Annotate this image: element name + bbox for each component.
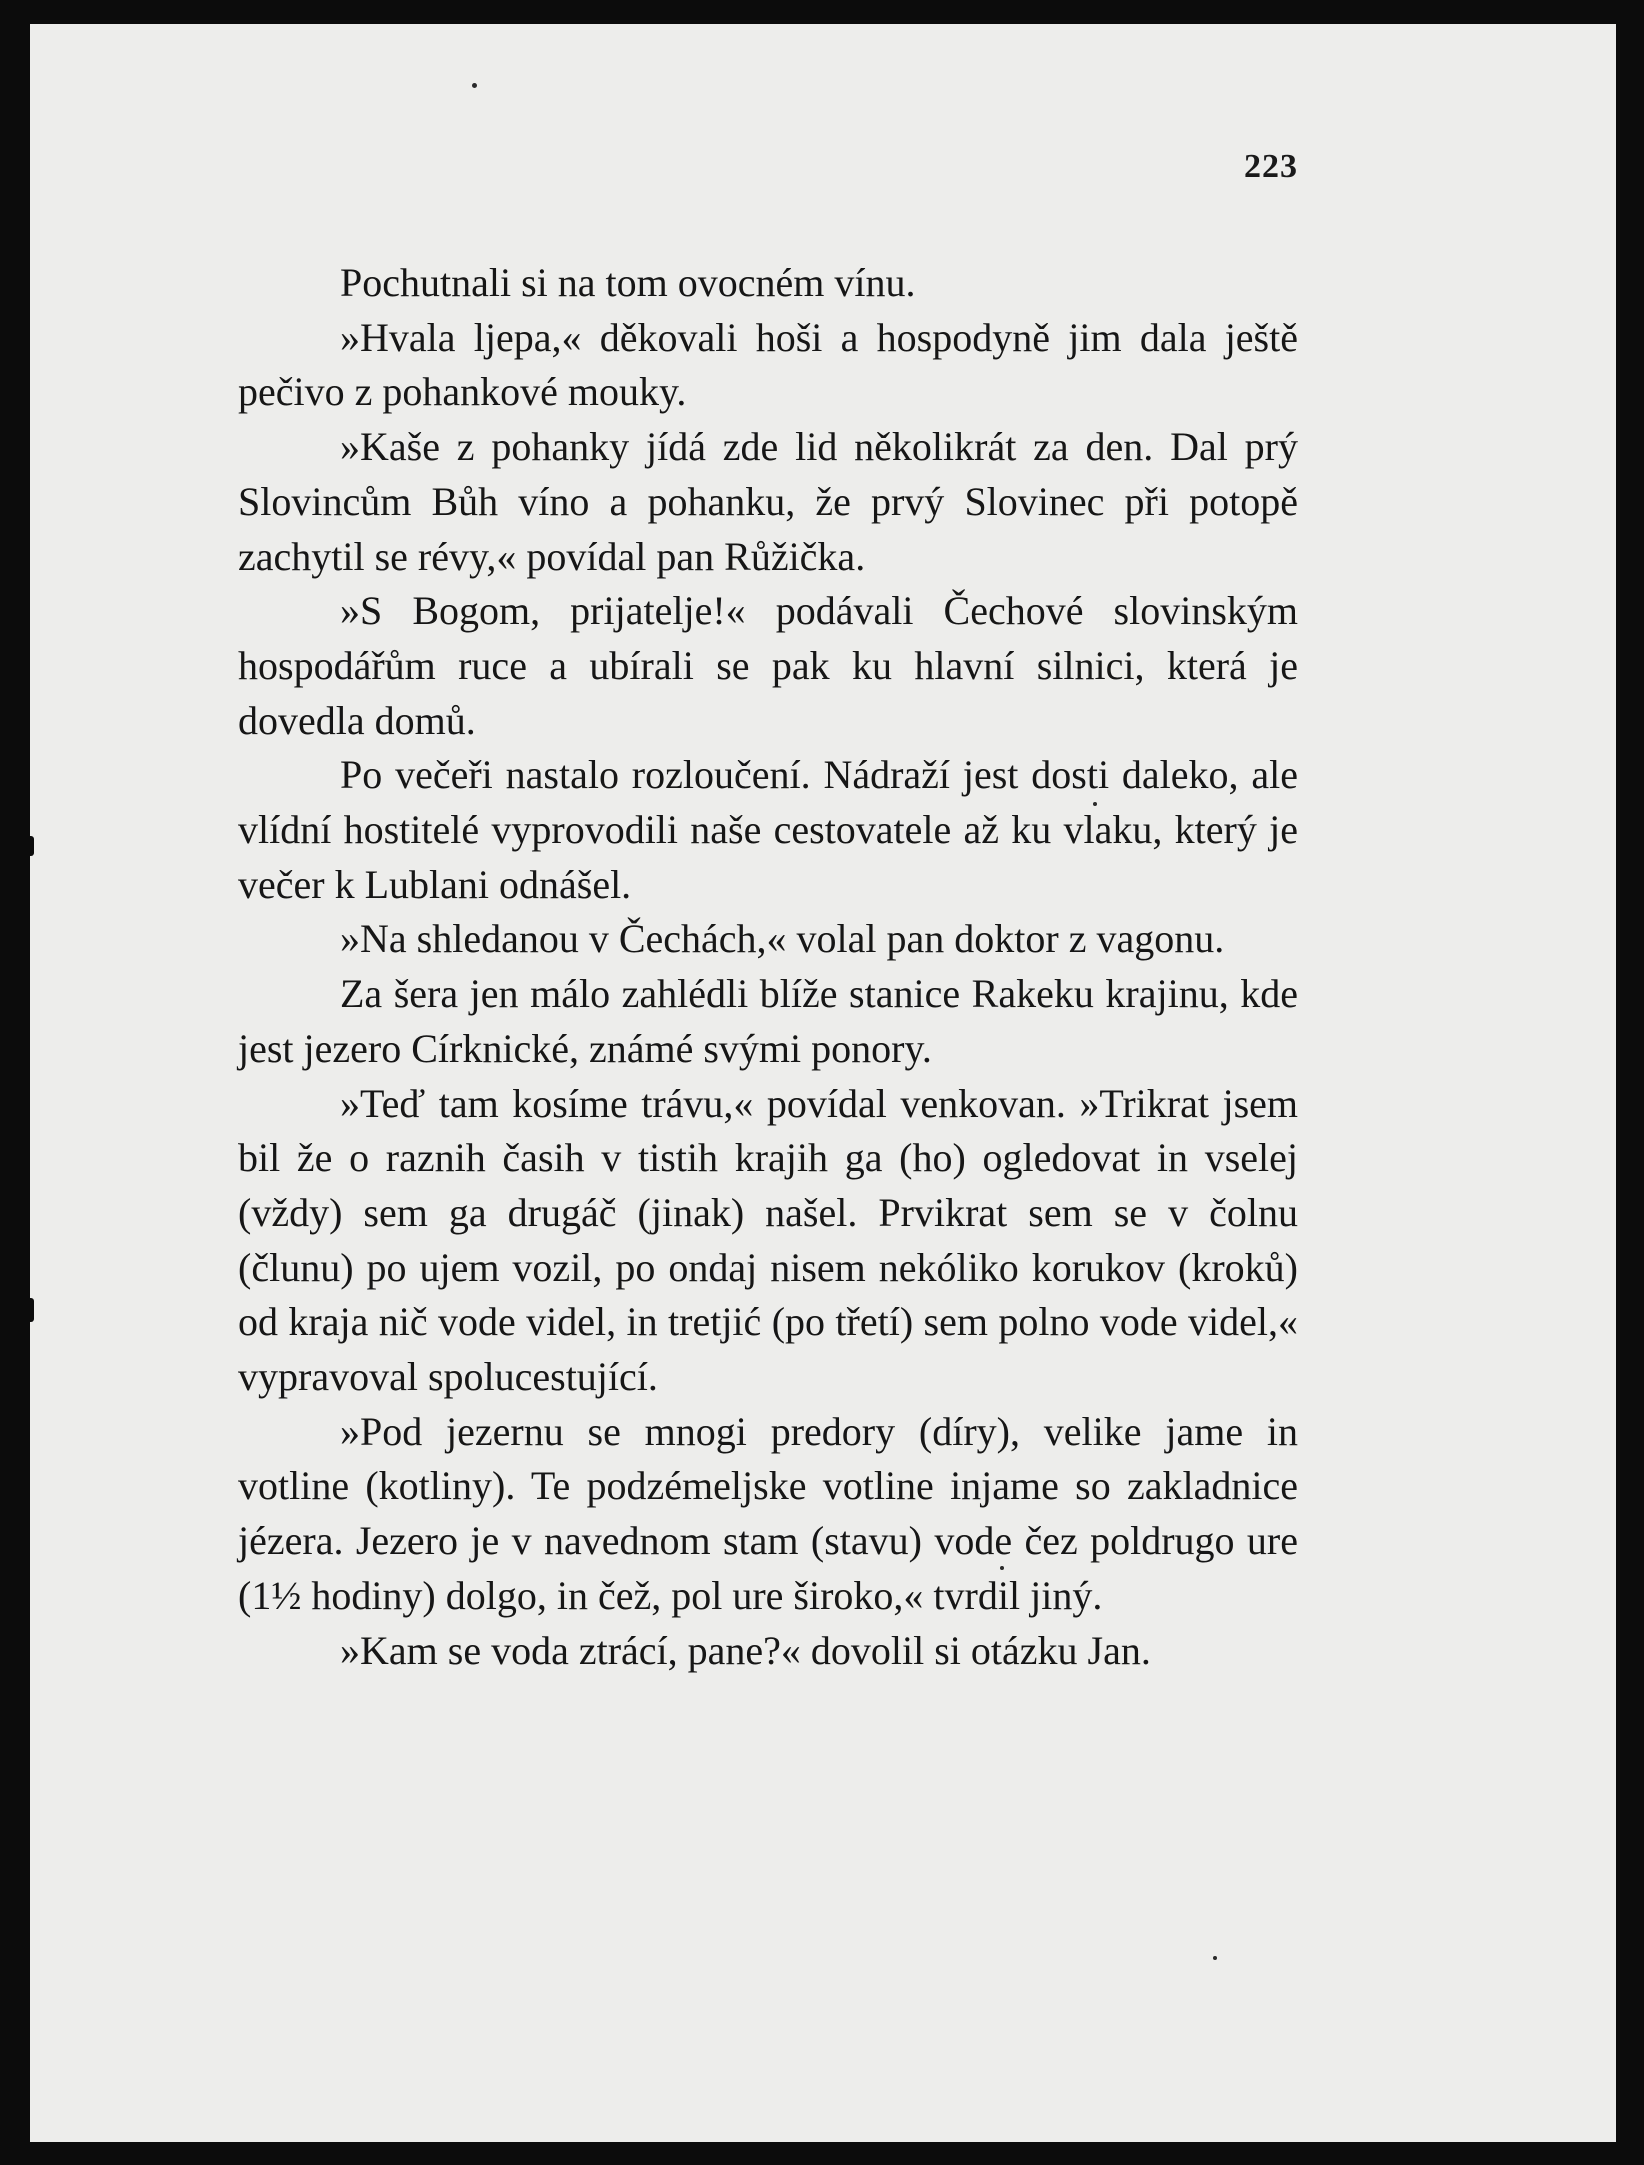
binding-mark	[26, 836, 34, 856]
paragraph: »Kaše z pohanky jídá zde lid několikrát za den. Dal prý Slovincům Bůh víno a pohanku, že prvý Slovinec při potopě zachytil se révy,« povídal pan Růžička.	[238, 424, 1298, 579]
paragraph: Za šera jen málo zahlédli blíže stanice Rakeku krajinu, kde jest jezero Círknické, známé svými ponory.	[238, 971, 1298, 1071]
paragraph: »Kam se voda ztrácí, pane?« dovolil si otázku Jan.	[340, 1627, 1151, 1673]
scan-speck	[1213, 1956, 1217, 1960]
paragraph: »Pod jezernu se mnogi predory (díry), velike jame in votline (kotliny). Te podzémeljske votline injame so zakladnice jézera. Jezero je v navednom stam (stavu) vode čez poldrugo ure (1½ hodiny) dolgo, in čež, pol ure široko,« tvrdil jiný.	[238, 1408, 1298, 1618]
paragraph: »S Bogom, prijatelje!« podávali Čechové slovinským hospodářům ruce a ubírali se pak ku hlavní silnici, která je dovedla domů.	[238, 588, 1298, 743]
paragraph: »Hvala ljepa,« děkovali hoši a hospodyně jim dala ještě pečivo z pohankové mouky.	[238, 314, 1298, 415]
page-number: 223	[1244, 148, 1298, 185]
paragraph: Pochutnali si na tom ovocném vínu.	[340, 260, 916, 305]
scan-speck	[472, 83, 477, 88]
paragraph: Po večeři nastalo rozloučení. Nádraží jest dosti daleko, ale vlídní hostitelé vyprovodili naše cestovatele až ku vlaku, který je večer k Lublani odnášel.	[238, 752, 1298, 907]
paragraph: »Na shledanou v Čechách,« volal pan doktor z vagonu.	[340, 916, 1225, 962]
paragraph: »Teď tam kosíme trávu,« povídal venkovan. »Trikrat jsem bil že o raznih časih v tistih krajih ga (ho) ogledovat in vselej (vždy) sem ga drugáč (jinak) našel. Prvikrat sem se v čolnu (člunu) po ujem vozil, po ondaj nisem nekóliko korukov (kroků) od kraja nič vode videl, in tretjić (po třetí) sem polno vode videl,« vypravoval spolucestující.	[238, 1080, 1298, 1400]
page-body-text	[238, 256, 1298, 1678]
binding-mark	[26, 1298, 34, 1322]
